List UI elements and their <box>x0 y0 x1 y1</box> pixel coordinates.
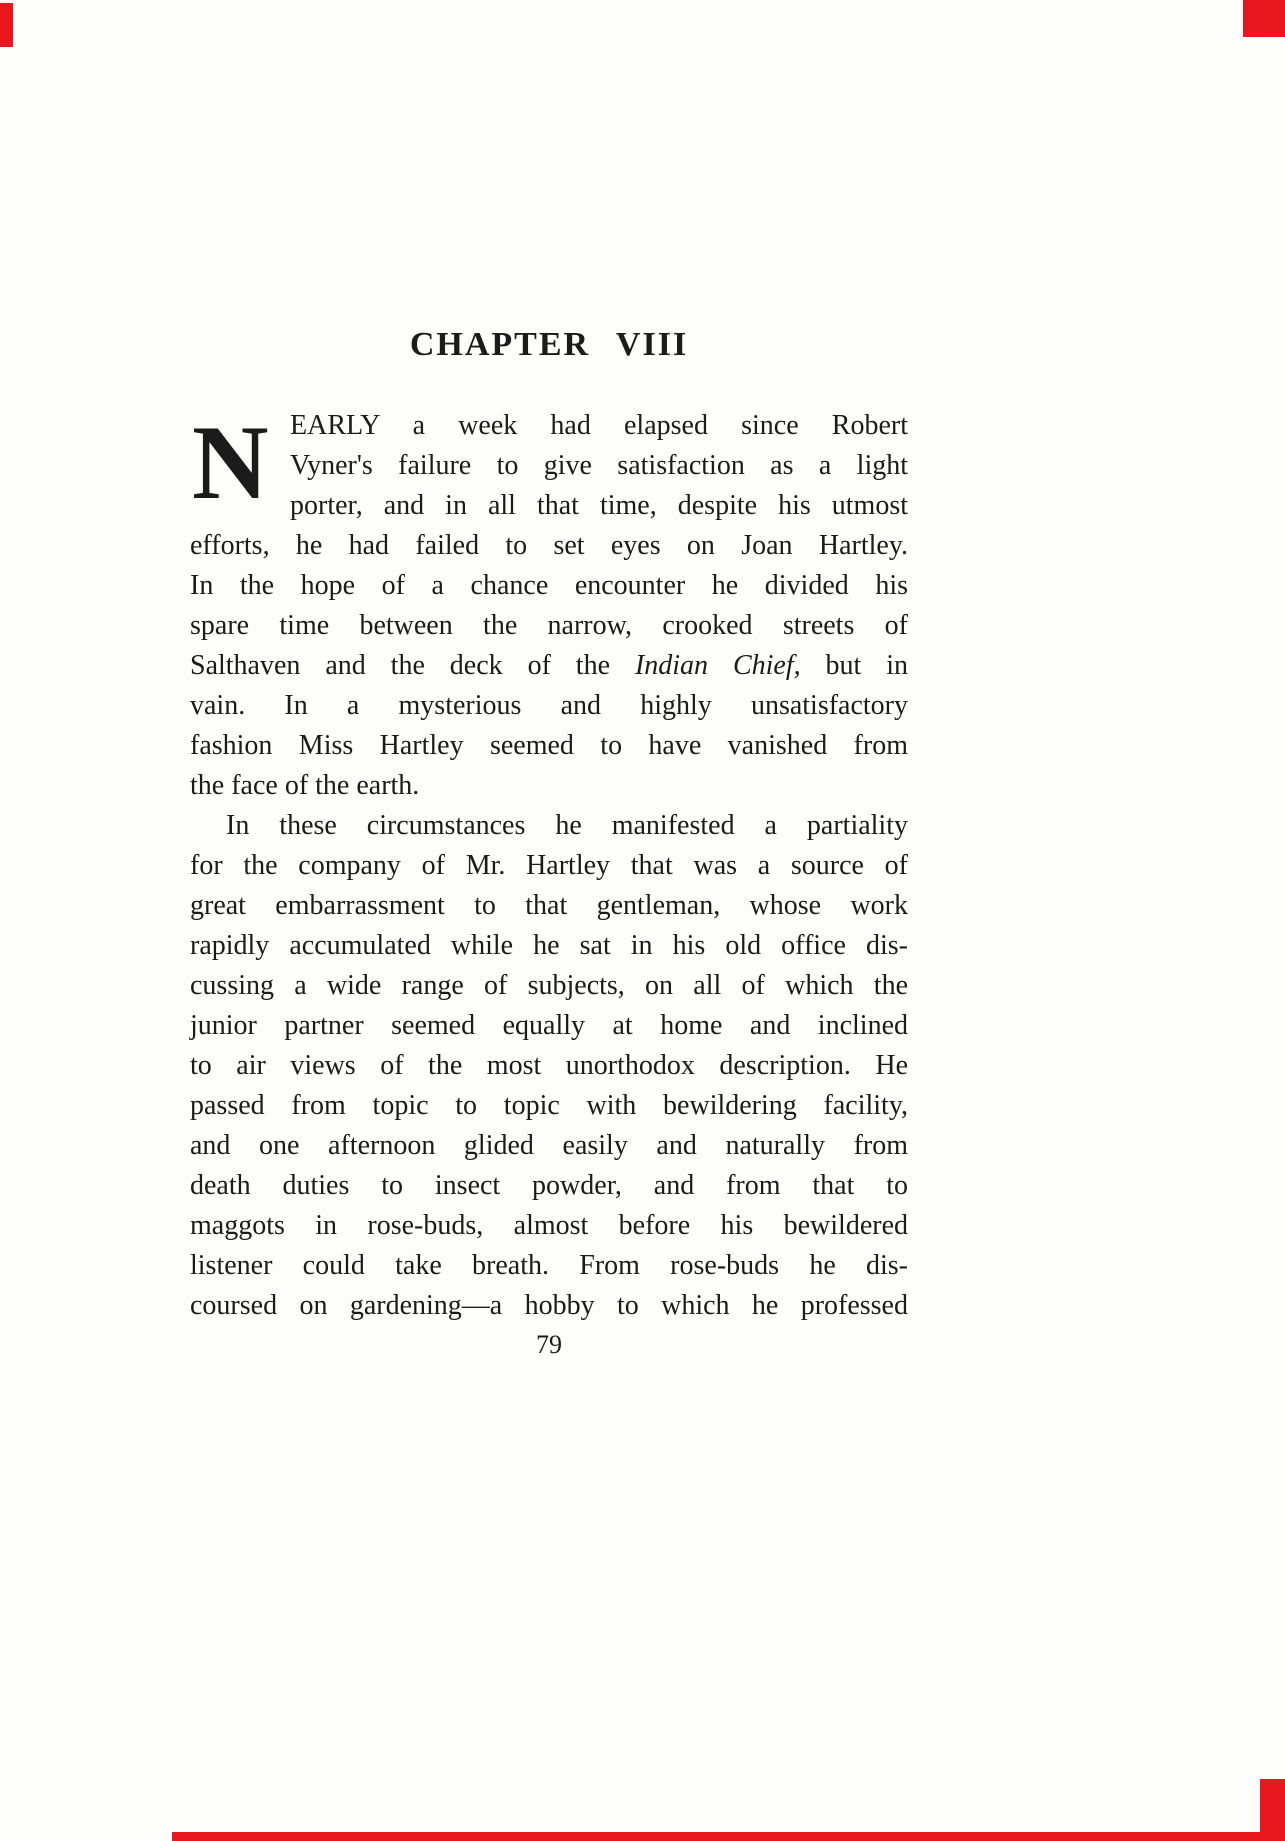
paragraph-1 <box>190 406 908 806</box>
text-line: the face of the earth. <box>190 770 420 801</box>
text-line: rapidly accumulated while he sat in his old office dis- <box>190 930 908 961</box>
paragraph-2 <box>190 806 908 1326</box>
chapter-title: CHAPTER VIII <box>409 326 689 363</box>
text-line-with-italic <box>190 646 908 686</box>
text-segment: but in <box>825 650 909 681</box>
text-line: vain. In a mysterious and highly unsatisfactory <box>190 690 908 721</box>
text-line: junior partner seemed equally at home and inclined <box>190 1010 908 1041</box>
text-line: In these circumstances he manifested a partiality <box>226 810 908 841</box>
text-segment: Salthaven and the deck of the <box>190 650 611 681</box>
text-line: to air views of the most unorthodox description. He <box>190 1050 908 1081</box>
text-line: coursed on gardening—a hobby to which he professed <box>190 1290 908 1321</box>
text-line: efforts, he had failed to set eyes on Joan Hartley. <box>190 530 908 561</box>
text-line: In the hope of a chance encounter he divided his <box>190 570 908 601</box>
text-line: great embarrassment to that gentleman, whose work <box>190 890 908 921</box>
scan-artifact-top-right <box>1243 0 1285 37</box>
scan-artifact-top-left <box>0 3 13 47</box>
text-block <box>190 406 908 1326</box>
text-line: fashion Miss Hartley seemed to have vanished from <box>190 730 908 761</box>
text-line: EARLY a week had elapsed since Robert <box>290 410 908 441</box>
page-number: 79 <box>536 1330 562 1359</box>
text-line: listener could take breath. From rose-buds he dis- <box>190 1250 908 1281</box>
text-line: passed from topic to topic with bewildering facility, <box>190 1090 908 1121</box>
dropcap-letter: N <box>192 404 269 521</box>
text-line: cussing a wide range of subjects, on all of which the <box>190 970 908 1001</box>
italic-book-title: Indian Chief, <box>634 650 801 681</box>
text-line: death duties to insect powder, and from that to <box>190 1170 908 1201</box>
text-line: maggots in rose-buds, almost before his bewildered <box>190 1210 908 1241</box>
text-line: Vyner's failure to give satisfaction as a light <box>290 450 908 481</box>
scan-artifact-bottom-bar <box>172 1832 1285 1841</box>
text-line: and one afternoon glided easily and naturally from <box>190 1130 908 1161</box>
text-line: for the company of Mr. Hartley that was a source of <box>190 850 908 881</box>
text-line: porter, and in all that time, despite his utmost <box>290 490 908 521</box>
text-line: spare time between the narrow, crooked streets of <box>190 610 908 641</box>
